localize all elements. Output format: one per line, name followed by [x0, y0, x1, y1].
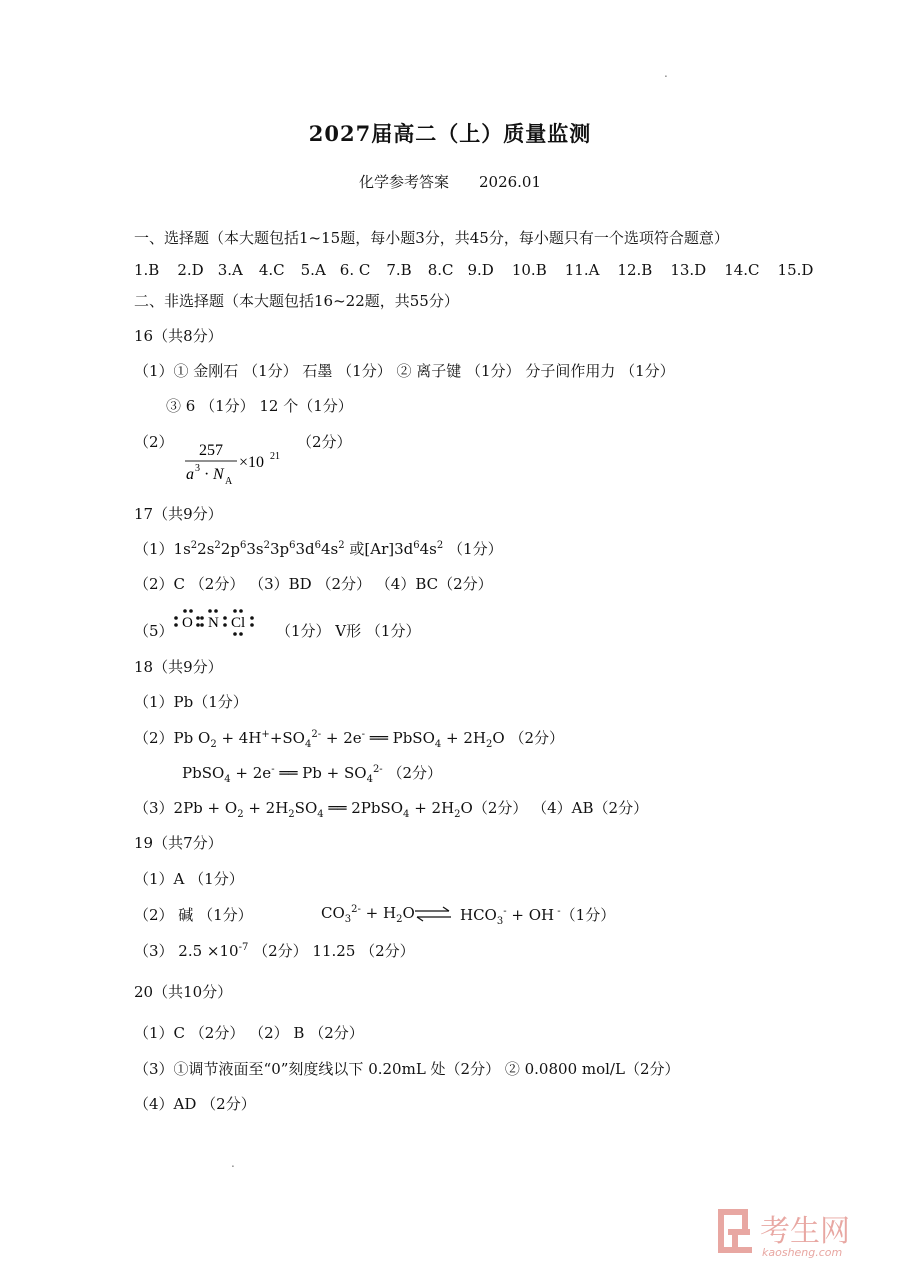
q19-line3: （3） $2.5 \times 10^{-7}$ （2分） 11.25 （2分）	[134, 942, 415, 960]
q17-header: 17（共9分）	[134, 505, 223, 523]
q20-line1: （1）C （2分） （2） B （2分）	[134, 1024, 364, 1042]
lewis-O: O	[182, 615, 193, 631]
q16-header: 16（共8分）	[134, 327, 223, 345]
formula-dot: ·	[204, 466, 210, 483]
formula-a: a	[186, 466, 194, 483]
choice-answer: 3.A	[217, 261, 243, 279]
choice-answer: 15.D	[777, 261, 814, 279]
bottom-dot: .	[231, 1156, 235, 1170]
q18-line1: （1）Pb（1分）	[134, 693, 248, 711]
q19-line1: （1）A （1分）	[134, 870, 244, 888]
watermark-brand: 考生网	[760, 1214, 850, 1249]
q16-line3-score: （2分）	[297, 433, 352, 451]
page-title: 2027届高二（上）质量监测	[308, 121, 592, 146]
q20-line2: （3）①调节液面至“0”刻度线以下 0.20mL 处（2分） ② 0.0800 mol/L（2分）	[134, 1060, 680, 1078]
choice-answer: 11.A	[564, 261, 600, 279]
choice-answer: 8.C	[427, 261, 454, 279]
choice-answer: 7.B	[386, 261, 412, 279]
section2-heading: 二、非选择题（本大题包括16~22题，共55分）	[134, 292, 459, 310]
formula-times: ×10	[239, 454, 265, 471]
formula-exp21: 21	[270, 451, 280, 462]
choice-answer: 13.D	[670, 261, 707, 279]
choice-answer: 4.C	[258, 261, 285, 279]
kaosheng-logo-icon	[718, 1209, 752, 1253]
q18-line2: （2）Pb $O_2 + 4H^++SO_4^{2-} + 2e^-$ ══ PbSO$_4$ + $2H_2O$ （2分）	[134, 729, 564, 750]
electron-configuration: $1s^22s^22p^63s^23p^63d^64s^2$ 或$[Ar]3d^64s^2$	[173, 540, 444, 558]
kaosheng-watermark	[716, 1205, 886, 1260]
q16-line1: （1）① 金刚石 （1分） 石墨 （1分） ② 离子键 （1分） 分子间作用力 （1分）	[134, 362, 675, 380]
nocl-lewis-structure	[172, 606, 258, 638]
q18-header: 18（共9分）	[134, 658, 223, 676]
q17-line3-rest: （1分） V形 （1分）	[276, 622, 421, 640]
formula-subA: A	[225, 476, 233, 487]
top-dot: .	[664, 66, 668, 80]
q17-line3-prefix: （5）	[134, 622, 174, 640]
formula-numerator: 257	[199, 442, 223, 459]
q18-line3: PbSO$_4$ + 2e- ══ $Pb + SO_4^{2-}$ （2分）	[182, 764, 442, 785]
choice-answer: 9.D	[467, 261, 494, 279]
q19-line2a: （2） 碱 （1分）	[134, 906, 253, 924]
page-subtitle: 化学参考答案 2026.01	[358, 173, 542, 191]
equilibrium-arrow-icon	[413, 906, 453, 922]
q19-products: $HCO_3^-$ + OH -（1分）	[460, 906, 616, 927]
density-formula	[185, 437, 295, 489]
section1-heading: 一、选择题（本大题包括1~15题，每小题3分，共45分，每小题只有一个选项符合题意）	[134, 229, 729, 247]
q20-line3: （4）AD （2分）	[134, 1095, 256, 1113]
choice-answers-row	[134, 261, 813, 279]
choice-answer: 14.C	[724, 261, 760, 279]
choice-answer: 5.A	[300, 261, 326, 279]
lewis-Cl: Cl	[231, 615, 246, 631]
q17-line1-prefix: （1）	[134, 540, 174, 558]
q17-line2: （2）C （2分） （3）BD （2分） （4）BC（2分）	[134, 575, 493, 593]
choice-answer: 1.B	[134, 261, 160, 279]
q19-reactants: $CO_3^{2-} + H_2O$	[321, 904, 415, 925]
choice-answer: 10.B	[511, 261, 547, 279]
watermark-site: kaosheng.com	[762, 1246, 843, 1259]
lewis-N: N	[208, 615, 219, 631]
q19-header: 19（共7分）	[134, 834, 223, 852]
q20-header: 20（共10分）	[134, 983, 233, 1001]
choice-answer: 12.B	[617, 261, 653, 279]
choice-answer: 6. C	[339, 261, 371, 279]
q17-line1	[134, 538, 503, 559]
formula-exp3: 3	[195, 463, 200, 474]
choice-answer: 2.D	[177, 261, 204, 279]
q16-line3-prefix: （2）	[134, 433, 174, 451]
q18-line4: $(3)2Pb + O_2 + 2H_2SO_4$ ══ 2PbSO$_4$ + $2H_2O(2$分） （4）AB（2分）	[134, 799, 649, 820]
formula-N: N	[213, 466, 224, 483]
q16-line2: ③ 6 （1分） 12 个（1分）	[166, 397, 353, 415]
q17-line1-score: （1分）	[443, 540, 503, 558]
